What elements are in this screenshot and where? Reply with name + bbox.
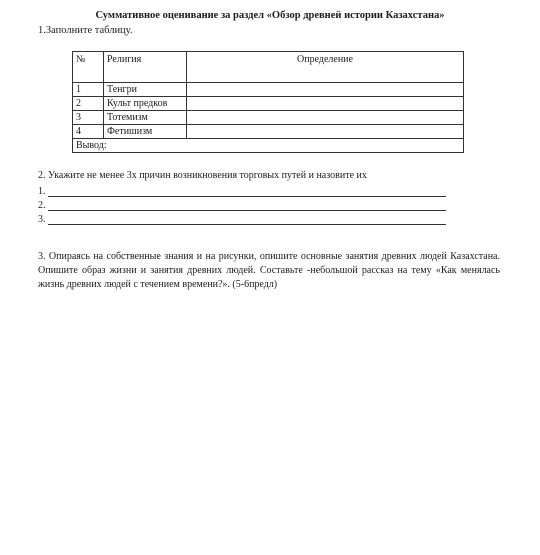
- answer-line-number: 1.: [38, 186, 46, 197]
- row-definition-cell[interactable]: [187, 111, 464, 125]
- row-religion: Тотемизм: [104, 111, 187, 125]
- header-religion: Религия: [104, 52, 187, 83]
- answer-underline: [48, 186, 446, 197]
- row-definition-cell[interactable]: [187, 83, 464, 97]
- table-header-row: [73, 52, 464, 83]
- answer-lines: [38, 183, 446, 225]
- header-definition: Определение: [187, 52, 464, 83]
- table-row: [73, 83, 464, 97]
- answer-line-number: 2.: [38, 200, 46, 211]
- table-row: [73, 97, 464, 111]
- row-definition-cell[interactable]: [187, 97, 464, 111]
- answer-underline: [48, 200, 446, 211]
- conclusion-row: [73, 139, 464, 153]
- table-row: [73, 111, 464, 125]
- answer-line[interactable]: [38, 183, 446, 197]
- row-number: 3: [73, 111, 104, 125]
- row-religion: Фетишизм: [104, 125, 187, 139]
- row-definition-cell[interactable]: [187, 125, 464, 139]
- answer-line[interactable]: [38, 197, 446, 211]
- row-religion: Культ предков: [104, 97, 187, 111]
- religion-definitions-table: [72, 51, 464, 153]
- task-1-instruction: 1.Заполните таблицу.: [38, 25, 133, 36]
- row-number: 1: [73, 83, 104, 97]
- row-number: 2: [73, 97, 104, 111]
- table-row: [73, 125, 464, 139]
- task-3-instruction: 3. Опираясь на собственные знания и на рисунки, опишите основные занятия древних людей Казахстана. Опишите образ жизни и занятия древних людей. Составьте -небольшой рассказ на тему «Как менялась жизнь древних людей с течением времени?». (5-6предл): [38, 251, 500, 290]
- conclusion-cell[interactable]: Вывод:: [73, 139, 464, 153]
- row-religion: Тенгри: [104, 83, 187, 97]
- header-number: №: [73, 52, 104, 83]
- answer-line[interactable]: [38, 211, 446, 225]
- answer-line-number: 3.: [38, 214, 46, 225]
- document-title: Суммативное оценивание за раздел «Обзор древней истории Казахстана»: [95, 10, 445, 21]
- task-2-instruction: 2. Укажите не менее 3х причин возникновения торговых путей и назовите их: [38, 170, 367, 181]
- answer-underline: [48, 214, 446, 225]
- row-number: 4: [73, 125, 104, 139]
